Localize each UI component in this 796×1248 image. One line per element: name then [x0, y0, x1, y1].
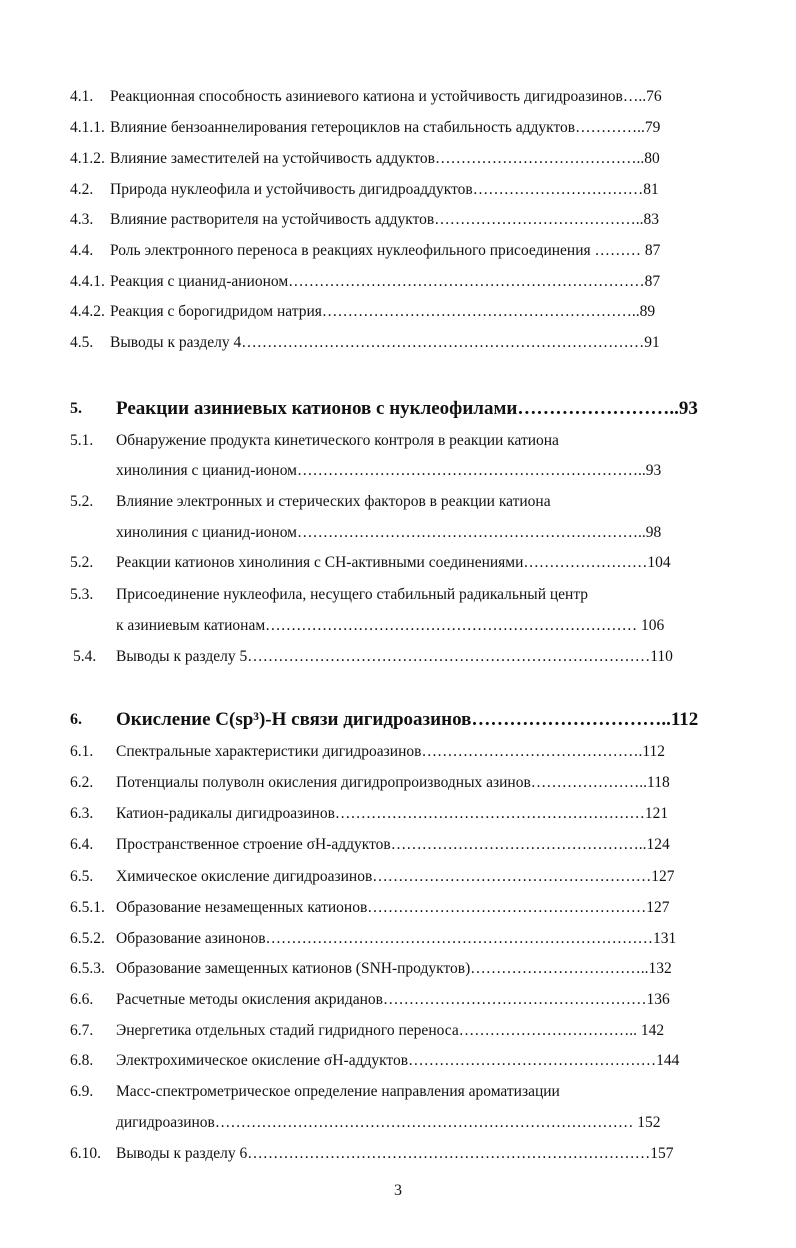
entry-text: Роль электронного переноса в реакциях нуклеофильного присоединения ……… 87	[110, 242, 661, 259]
entry-text: Потенциалы полуволн окисления дигидропроизводных азинов…………………..118	[116, 774, 670, 791]
entry-number: 6.5.1.	[70, 899, 105, 916]
entry-text: Влияние бензоаннелирования гетероциклов на стабильность аддуктов…………..79	[110, 119, 661, 136]
entry-number: 5.3.	[70, 586, 94, 603]
entry-text: Электрохимическое окисление σH-аддуктов…………………………………………144	[116, 1052, 680, 1069]
entry-number: 6.10.	[70, 1145, 101, 1162]
entry-text: Энергетика отдельных стадий гидридного переноса…………………………….. 142	[116, 1022, 665, 1039]
entry-number: 6.5.2.	[70, 930, 105, 947]
entry-number: 4.1.	[70, 88, 94, 105]
entry-text: Реакция с борогидридом натрия……………………………………………………..89	[110, 303, 656, 320]
entry-number: 4.1.2.	[70, 150, 105, 167]
entry-text: Реакции катионов хинолиния с СН-активными соединениями……………………104	[116, 554, 671, 571]
entry-text: Образование незамещенных катионов………………………………………………127	[116, 899, 670, 916]
entry-number: 5.4.	[73, 648, 97, 665]
page-number: 3	[394, 1182, 402, 1199]
entry-text: хинолиния с цианид-ионом…………………………………………………………..98	[116, 524, 662, 541]
entry-text: Спектральные характеристики дигидроазинов…………………………………….112	[116, 743, 665, 760]
entry-text: Присоединение нуклеофила, несущего стабильный радикальный центр	[116, 586, 589, 603]
entry-number: 6.1.	[70, 743, 94, 760]
entry-number: 6.6.	[70, 991, 94, 1008]
entry-number: 4.4.	[70, 242, 94, 259]
entry-text: Выводы к разделу 6……………………………………………………………………157	[116, 1145, 674, 1162]
chapter-number: 5.	[70, 400, 82, 417]
entry-number: 6.2.	[70, 774, 94, 791]
entry-text: Масс-спектрометрическое определение направления ароматизации	[116, 1083, 560, 1100]
entry-number: 4.5.	[70, 334, 94, 351]
entry-text: Обнаружение продукта кинетического контроля в реакции катиона	[116, 432, 559, 449]
entry-number: 6.4.	[70, 836, 94, 853]
entry-number: 6.5.3.	[70, 960, 105, 977]
entry-text: к азиниевым катионам……………………………………………………………… 106	[116, 617, 665, 634]
entry-number: 4.4.1.	[70, 273, 105, 290]
entry-number: 6.3.	[70, 805, 94, 822]
entry-number: 5.1.	[70, 432, 94, 449]
chapter-title: Реакции азиниевых катионов с нуклеофилами……………………..93	[116, 398, 698, 419]
entry-number: 6.7.	[70, 1022, 94, 1039]
entry-text: хинолиния с цианид-ионом…………………………………………………………..93	[116, 462, 662, 479]
entry-number: 4.2.	[70, 181, 94, 198]
entry-text: Влияние электронных и стерических факторов в реакции катиона	[116, 493, 551, 510]
entry-text: Выводы к разделу 5……………………………………………………………………110	[116, 648, 673, 665]
entry-text: Природа нуклеофила и устойчивость дигидроаддуктов……………………………81	[110, 181, 659, 198]
entry-text: Образование азинонов…………………………………………………………………131	[116, 930, 677, 947]
entry-text: дигидроазинов……………………………………………………………………… 152	[116, 1114, 661, 1131]
entry-text: Реакционная способность азиниевого катиона и устойчивость дигидроазинов…..76	[110, 88, 662, 105]
entry-number: 5.2.	[70, 493, 94, 510]
entry-text: Образование замещенных катионов (SNH-продуктов)……………………………..132	[116, 960, 672, 977]
entry-text: Влияние заместителей на устойчивость аддуктов…………………………………..80	[110, 150, 660, 167]
entry-text: Пространственное строение σH-аддуктов…………………………………………..124	[116, 836, 670, 853]
entry-number: 5.2.	[70, 554, 94, 571]
chapter-title: Окисление C(sp³)-H связи дигидроазинов…………………………..112	[116, 709, 699, 730]
chapter-number: 6.	[70, 711, 82, 728]
entry-text: Катион-радикалы дигидроазинов……………………………………………………121	[116, 805, 669, 822]
entry-text: Расчетные методы окисления акриданов……………………………………………136	[116, 991, 670, 1008]
entry-text: Химическое окисление дигидроазинов………………………………………………127	[116, 868, 675, 885]
entry-text: Выводы к разделу 4……………………………………………………………………91	[110, 334, 660, 351]
entry-text: Реакция с цианид-анионом……………………………………………………………87	[110, 273, 661, 290]
entry-number: 4.3.	[70, 211, 94, 228]
entry-number: 6.5.	[70, 868, 94, 885]
entry-number: 6.8.	[70, 1052, 94, 1069]
entry-number: 6.9.	[70, 1083, 94, 1100]
entry-number: 4.4.2.	[70, 303, 105, 320]
entry-number: 4.1.1.	[70, 119, 105, 136]
entry-text: Влияние растворителя на устойчивость аддуктов…………………………………..83	[110, 211, 659, 228]
